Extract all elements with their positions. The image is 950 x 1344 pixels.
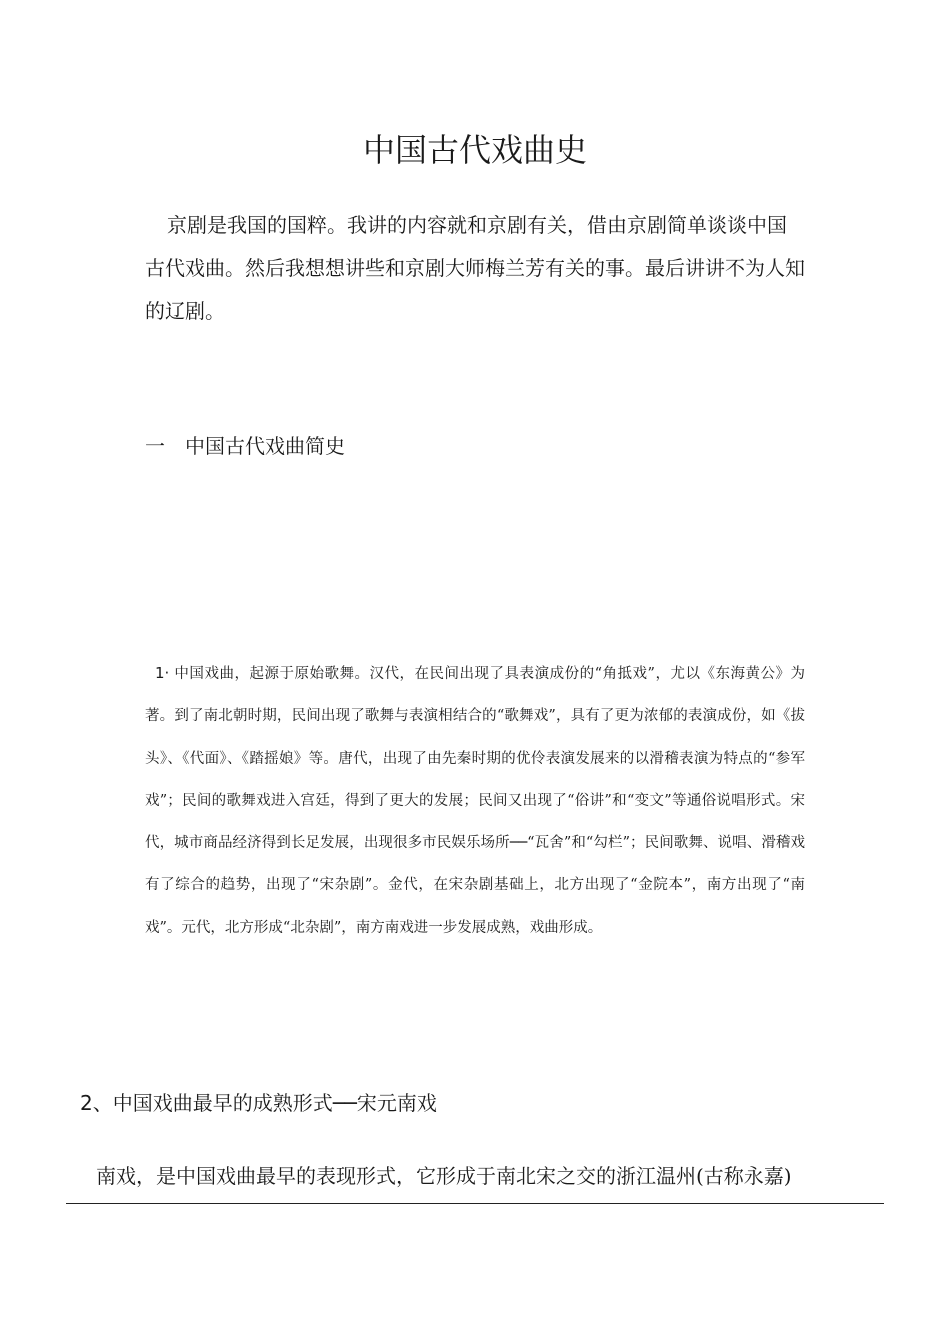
item-2-heading [80, 1085, 437, 1121]
section-title: 中国古代戏曲简史 [185, 434, 345, 458]
item-1-number: 1· [155, 664, 170, 682]
intro-paragraph: 京剧是我国的国粹。我讲的内容就和京剧有关，借由京剧简单谈谈中国古代戏曲。然后我想想讲些和京剧大师梅兰芳有关的事。最后讲讲不为人知的辽剧。 [145, 213, 805, 323]
document-title: 中国古代戏曲史 [362, 131, 587, 169]
horizontal-rule [66, 1203, 884, 1204]
section-number: 一 [145, 434, 165, 458]
item-1-paragraph [145, 652, 805, 949]
item-1-text: 中国戏曲，起源于原始歌舞。汉代，在民间出现了具表演成份的“角抵戏”，尤以《东海黄公》为著。到了南北朝时期，民间出现了歌舞与表演相结合的“歌舞戏”，具有了更为浓郁的表演成份，如《拔头》、《代面》、《踏摇娘》等。唐代，出现了由先秦时期的优伶表演发展来的以滑稽表演为特点的“参军戏”；民间的歌舞戏进入宫廷，得到了更大的发展；民间又出现了“俗讲”和“变文”等通俗说唱形式。宋代，城市商品经济得到长足发展，出现很多市民娱乐场所──“瓦舍”和“勾栏”；民间歌舞、说唱、滑稽戏有了综合的趋势，出现了“宋杂剧”。金代，在宋杂剧基础上，北方出现了“金院本”，南方出现了“南戏”。元代，北方形成“北杂剧”，南方南戏进一步发展成熟，戏曲形成。 [145, 666, 805, 936]
item-2-title: 、中国戏曲最早的成熟形式──宋元南戏 [92, 1091, 437, 1115]
item-2-paragraph: 南戏，是中国戏曲最早的表现形式，它形成于南北宋之交的浙江温州(古称永嘉) [96, 1164, 792, 1188]
item-2-number: 2 [80, 1091, 93, 1115]
section-heading [145, 428, 345, 464]
